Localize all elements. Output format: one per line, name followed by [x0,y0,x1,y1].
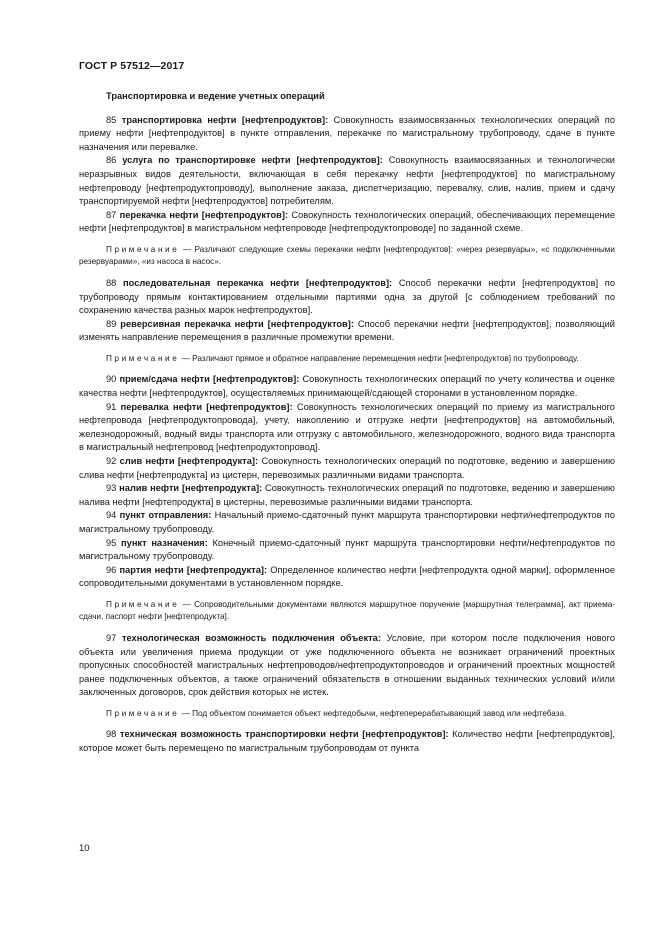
term-entry [79,114,615,155]
term-definition: Определенное количество нефти [нефтепродукта одной марки], оформленное сопроводительными документами в установленном порядке. [79,564,615,589]
note-label: Примечание [106,708,180,718]
term-entry [79,509,615,536]
term-definition: Конечный приемо-сдаточный пункт маршрута транспортировки нефти/нефтепродуктов по магистральному трубопроводу. [79,537,615,562]
term-definition: Совокупность технологических операций, обеспечивающих перемещение нефти [нефтепродуктов] в магистральном нефтепроводе [нефтепродуктопроводе] по заданной схеме. [79,209,615,234]
note-paragraph [79,244,615,269]
term-name: пункт отправления: [119,510,212,521]
term-definition: Совокупность взаимосвязанных и технологически неразрывных видов деятельности, включающая в себя перекачку нефти [нефтепродуктов] по магистральному нефтепроводу [нефтепродуктопроводу], выполнение заказа, диспетчеризацию, перевалку, слив, налив, прием и сдачу транспортируемой нефти [нефтепродуктов] потребителям. [79,155,615,207]
term-name: услуга по транспортировке нефти [нефтепродуктов]: [122,155,383,166]
note-text: — Различают следующие схемы перекачки нефти [нефтепродуктов]: «через резервуары», «с подключенными резервуарами», «из насоса в насос». [79,244,616,267]
standard-header: ГОСТ Р 57512—2017 [79,60,185,72]
term-name: пункт назначения: [121,537,208,548]
term-number: 87 [106,209,117,220]
note-text: — Различают прямое и обратное направление перемещения нефти [нефтепродуктов] по трубопроводу. [181,353,579,363]
note-paragraph [79,353,615,366]
term-number: 91 [106,401,117,412]
term-entry [79,537,615,564]
term-number: 98 [106,729,117,740]
page-number: 10 [79,843,90,854]
term-definition: Совокупность технологических операций по приему из магистрального нефтепровода [нефтепродуктопровода], учету, накоплению и отгрузке нефти [нефтепродуктов] на автомобильный, железнодорожный, водный виды транспорта или отгрузку с автомобильного, железнодорожного, водного вида транспорта в магистральный нефтепровод [нефтепродуктопровод]. [79,401,615,453]
term-number: 96 [106,564,117,575]
term-entry [79,154,615,208]
term-number: 85 [106,114,117,125]
term-definition: Условие, при котором после подключения нового объекта или увеличения приема продукции от уже подключенного объекта не возникает ограничений проектных пропускных способностей магистральных нефтепроводов/нефтепродуктопроводов и ограничений проектных мощностей ранее подключенных объектов, а также ограничений обязательств в отношении выданных технических условий и/или заключенных договоров, срок действия которых не истек. [79,632,615,698]
term-number: 88 [106,277,117,288]
term-entry [79,209,615,236]
term-entry [79,482,615,509]
term-definition: Способ перекачки нефти [нефтепродуктов] по трубопроводу прямым контактированием отдельными партиями одна за другой [с соблюдением требований по сохранению качества разных марок нефтепродуктов]. [79,277,616,316]
term-entry [79,277,615,318]
term-definition: Способ перекачки нефти [нефтепродуктов], позволяющий изменять направление перемещения в различные промежутки времени. [79,318,615,343]
term-number: 97 [106,632,117,643]
term-definition: Совокупность технологических операций по подготовке, ведению и завершению слива нефти [нефтепродукта] из цистерн, перевозимых различными видами транспорта. [79,455,615,480]
note-paragraph [79,599,615,624]
note-text: — Под объектом понимается объект нефтедобычи, нефтеперерабатывающий завод или нефтебаза. [181,708,567,718]
term-definition: Совокупность технологических операций по учету количества и оценке качества нефти [нефтепродуктов], осуществляемых принимающей/сдающей сторонами в установленном порядке. [79,374,615,398]
term-definition: Совокупность технологических операций по подготовке, ведению и завершению налива нефти [нефтепродукта] в цистерны, перевозимые различными видами транспорта. [79,483,615,507]
note-text: — Сопроводительными документами являются маршрутное поручение [маршрутная телеграмма], акт приема-сдачи, паспорт нефти [нефтепродукта]. [79,599,615,622]
term-name: реверсивная перекачка нефти [нефтепродуктов]: [120,318,354,329]
note-label: Примечание [106,599,180,609]
term-name: последовательная перекачка нефти [нефтепродуктов]: [123,277,393,288]
term-name: технологическая возможность подключения объекта: [121,632,381,643]
term-name: партия нефти [нефтепродукта]: [119,564,268,575]
term-number: 95 [106,537,117,548]
term-definition: Совокупность взаимосвязанных технологических операций по приему нефти [нефтепродуктов] в пункте отправления, перекачке по магистральному трубопроводу, сдаче в пункте назначения или перевалке. [79,114,615,152]
term-name: слив нефти [нефтепродукта]: [119,455,259,466]
term-entry [79,632,615,700]
note-paragraph [79,708,615,721]
term-name: налив нефти [нефтепродукта]: [119,483,263,494]
term-entry [79,373,615,400]
term-definition: Количество нефти [нефтепродуктов], которое может быть перемещено по магистральным трубопроводам от пункта [79,729,615,753]
note-label: Примечание [106,353,180,363]
term-number: 90 [106,374,117,385]
section-title: Транспортировка и ведение учетных операций [106,91,325,101]
note-label: Примечание [106,244,180,254]
document-body [79,90,615,756]
term-number: 92 [106,455,117,466]
term-name: транспортировка нефти [нефтепродуктов]: [121,114,329,125]
term-number: 89 [106,318,117,329]
term-number: 94 [106,510,117,521]
term-entry [79,455,615,482]
term-definition: Начальный приемо-сдаточный пункт маршрута транспортировки нефти/нефтепродуктов по магистральному трубопроводу. [79,510,615,534]
entries-list [79,114,615,756]
term-number: 93 [106,483,117,494]
term-name: прием/сдача нефти [нефтепродуктов]: [119,374,300,385]
term-entry [79,564,615,591]
term-entry [79,318,615,345]
term-number: 86 [106,155,117,166]
term-name: перекачка нефти [нефтепродуктов]: [119,209,289,220]
term-entry [79,728,615,755]
term-entry [79,401,615,455]
term-name: техническая возможность транспортировки нефти [нефтепродуктов]: [119,729,449,740]
term-name: перевалка нефти [нефтепродуктов]: [120,401,293,412]
